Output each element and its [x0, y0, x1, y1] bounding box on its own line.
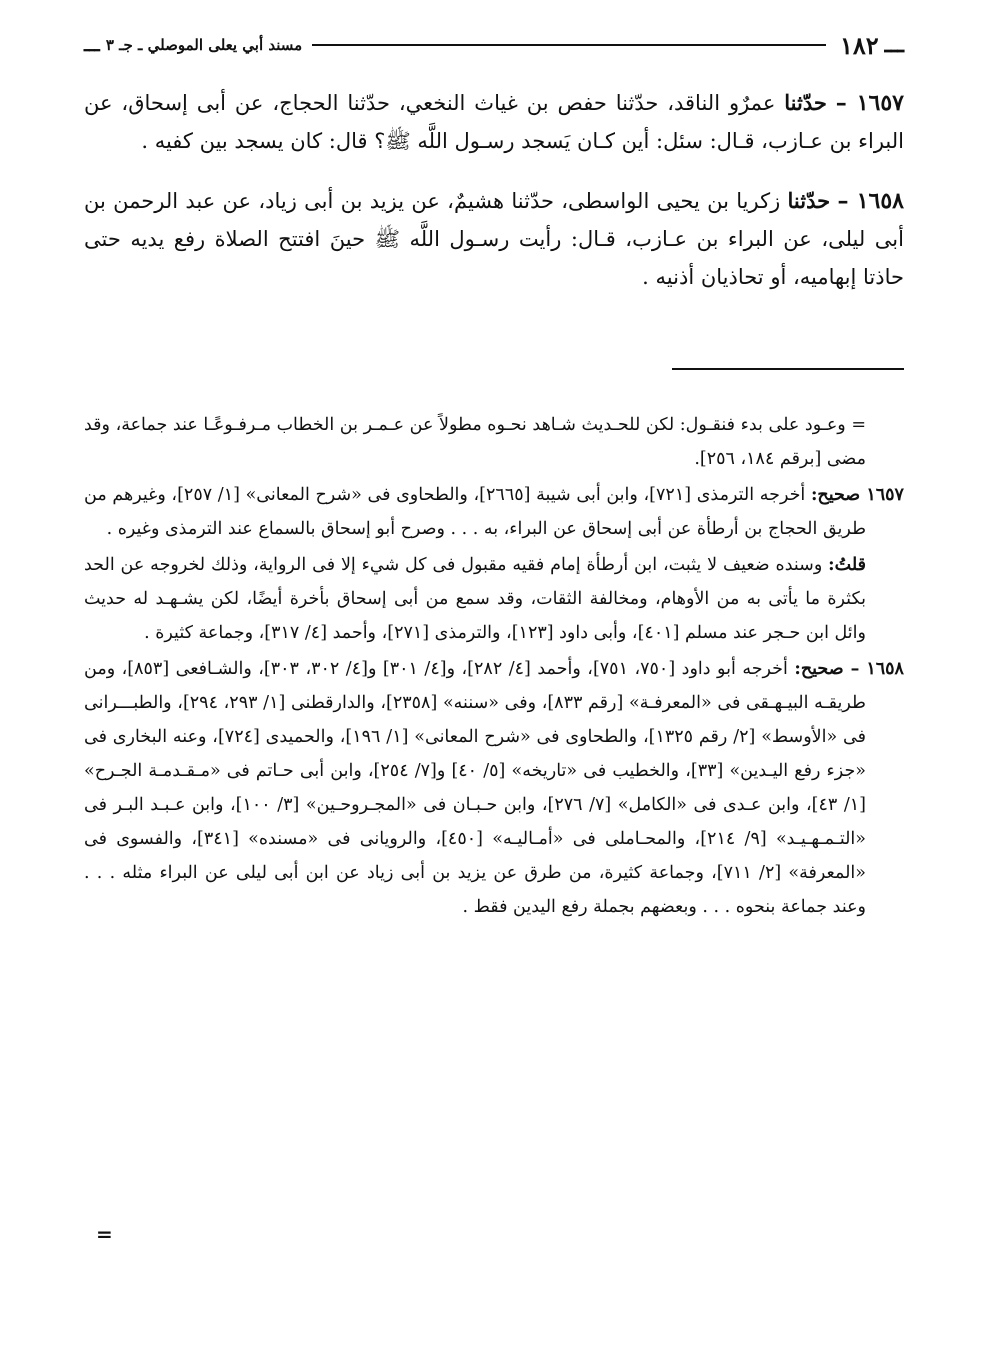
- hadith-number: ١٦٥٨ –: [837, 188, 904, 214]
- hadith-1658: [84, 182, 904, 296]
- main-text: [84, 84, 904, 318]
- footnote-label: ١٦٥٧ صحيح:: [810, 485, 904, 505]
- footnote-separator: [672, 368, 904, 370]
- header-tail-dash: ـــ: [84, 34, 100, 56]
- hadith-text: زكريا بن يحيى الواسطى، حدّثنا هشيمٌ، عن يزيد بن أبى زياد، عن عبد الرحمن بن أبى ليلى، عن البراء بن عـازب، قـال: رأيت رسـول اللَّه ﷺ حينَ افتتح الصلاة رفع يديه حتى حاذتا إبهاميه، أو تحاذيان أذنيه .: [84, 189, 904, 289]
- hadith-text: عمرٌو الناقد، حدّثنا حفص بن غياث النخعي، حدّثنا الحجاج، عن أبى إسحاق، عن البراء بن عـازب، قـال: سئل: أين كـان يَسجد رسـول اللَّه ﷺ؟ قال: كان يسجد بين كفيه .: [84, 91, 904, 153]
- hadith-lead: حدّثنا: [784, 90, 827, 115]
- qultu-text: وسنده ضعيف لا يثبت، ابن أرطأة إمام فقيه مقبول فى كل شيء إلا فى الرواية، وذلك لخروجه عن الحد بكثرة ما يأتى به من الأوهام، ومخالفة الثقات، وقد سمع من أبى إسحاق بأخرة أيضًا، لكن يشـهـد له حديث وائل ابن حـجر عند مسلم [٤٠١]، وأبى داود [١٢٣]، والترمذى [٢٧١]، وأحمد [٤/ ٣١٧]، وجماعة كثيرة .: [84, 555, 866, 643]
- page-number: ١٨٢: [839, 30, 879, 60]
- hadith-1657: [84, 84, 904, 160]
- qultu-label: قلتُ:: [828, 555, 866, 575]
- hadith-lead: حدّثنا: [787, 188, 831, 213]
- footnote-text: أخرجه أبو داود [٧٥٠، ٧٥١]، وأحمد [٤/ ٢٨٢]، و[٤/ ٣٠١] و[٤/ ٣٠٢، ٣٠٣]، والشـافعى [٨٥٣]، ومن طريقـه البيـهـقى فى «المعرفـة» [رقم ٨٣٣]، وفى «سننه» [٢٣٥٨]، والدارقطنى [١/ ٢٩٣، ٢٩٤]، والطبـــرانى فى «الأوسط» [٢/ رقم ١٣٢٥]، والطحاوى فى «شرح المعانى» [١/ ١٩٦]، والحميدى [٧٢٤]، وعنه البخارى فى «جزء رفع اليـدين» [٣٣]، والخطيب فى «تاريخه» [٥/ ٤٠] و[٧/ ٢٥٤]، وابن أبى حـاتم فى «مـقـدمـة الجـرح» [١/ ٤٣]، وابن عـدى فى «الكامل» [٧/ ٢٧٦]، وابن حـبـان فى «المجـروحـين» [٣/ ١٠٠]، وابن عـبـد البـر فى «التـمـهـيـد» [٩/ ٢١٤]، والمحـاملى فى «أمـاليـه» [٤٥٠]، والرويانى فى «مسنده» [٣٤١]، والفسوى فى «المعرفة» [٢/ ٧١١]، وجماعة كثيرة، من طرق عن يزيد بن أبى زياد عن ابن أبى ليلى عن البراء مثله . . . وعند جماعة بنحوه . . . وبعضهم بجملة رفع اليدين فقط .: [84, 659, 867, 917]
- footnote-1658: [84, 652, 904, 924]
- footnote-continuation: = وعـود على بدء فنقـول: لكن للحـديث شـاهد نحـوه مطولاً عن عـمـر بن الخطاب مـرفـوعًـا عند جماعة، وقد مضى [برقم ١٨٤، ٢٥٦].: [84, 415, 866, 469]
- continues-marker: =: [96, 1222, 113, 1246]
- footnote-text: أخرجه الترمذى [٧٢١]، وابن أبى شيبة [٢٦٦٥]، والطحاوى فى «شرح المعانى» [١/ ٢٥٧]، وغيرهم من طريق الحجاج بن أرطأة عن أبى إسحاق عن البراء، به . . . وصرح أبو إسحاق بالسماع عند الترمذى وغيره .: [84, 485, 866, 539]
- book-title: مسند أبي يعلى الموصلي ـ جـ ٣: [105, 36, 303, 54]
- header-dash: ـــ: [884, 32, 904, 58]
- footnote-1657: [84, 478, 904, 546]
- footnotes: [84, 408, 904, 926]
- header-rule: [312, 44, 826, 46]
- running-header: [84, 30, 904, 60]
- footnote-qultu: [84, 548, 904, 650]
- footnote-label: ١٦٥٨ – صحيح:: [794, 659, 904, 679]
- hadith-number: ١٦٥٧ –: [835, 90, 904, 116]
